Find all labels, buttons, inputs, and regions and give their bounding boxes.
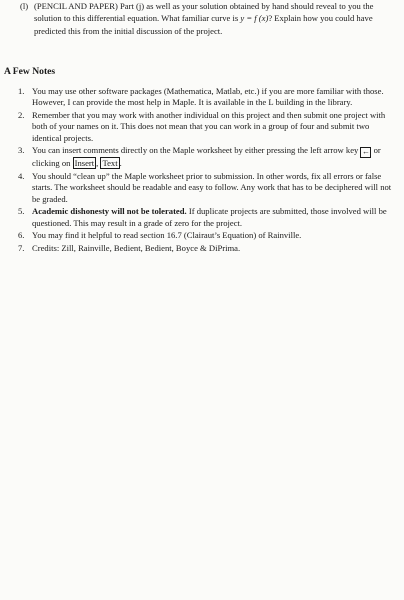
insert-menu-label: Insert [74,158,95,169]
note-item-2 [18,110,392,144]
left-arrow-key-icon: ← [361,147,370,157]
part-l-text-b: ? Explain how you could have predicted this from the initial discussion of the project. [34,13,373,36]
note-text: You may use other software packages (Mathematica, Matlab, etc.) if you are more familiar with those. However, I can provide the most help in Maple. It is available in the L building in the library. [32,86,384,108]
note-item-4 [18,171,392,205]
note-bold-text: Academic dishonesty will not be tolerated. [32,206,187,217]
notes-list [18,86,392,256]
part-l-text-a: (PENCIL AND PAPER) Part (j) as well as your solution obtained by hand should reveal to you the solution to this differential equation. What familiar curve is [34,1,374,24]
note-item-7 [18,243,392,254]
notes-heading: A Few Notes [4,66,56,77]
note-text: Remember that you may work with another individual on this project and then submit one project with both of your names on it. This does not mean that you can work in a group of four and submit two identical projects. [32,110,386,143]
note-number: 6. [18,230,25,241]
note-text: You can insert comments directly on the Maple worksheet by either pressing the left arrow key [32,145,361,156]
note-item-1 [18,86,392,109]
note-number: 4. [18,171,25,181]
note-text: Credits: Zill, Rainville, Bedient, Bedient, Boyce & DiPrima. [32,243,241,253]
note-number: 1. [18,86,25,96]
note-number: 3. [18,145,25,156]
part-l-label: (l) [20,1,29,11]
note-text: . [119,158,122,169]
text-menu-label: Text [102,158,118,169]
note-item-6 [18,230,392,241]
note-text: You may find it helpful to read section 16.7 (Clairaut’s Equation) of Rainville. [32,230,302,241]
note-item-5 [18,206,392,229]
note-item-3 [18,145,392,169]
note-number: 7. [18,243,25,253]
part-l-paragraph [20,0,392,37]
note-text: , [96,158,101,169]
note-number: 2. [18,110,25,120]
note-text: If duplicate projects are submitted, those involved will be questioned. This may result in a grade of zero for the project. [32,206,387,228]
note-text: or clicking on [32,145,381,169]
note-text: You should “clean up” the Maple worksheet prior to submission. In other words, fix all errors or false starts. The worksheet should be readable and easy to follow. Any work that has to be deciphered will not be graded. [32,171,392,204]
part-l-math: y = f (x) [240,13,269,24]
note-number: 5. [18,206,25,217]
part-l-body [34,0,392,37]
